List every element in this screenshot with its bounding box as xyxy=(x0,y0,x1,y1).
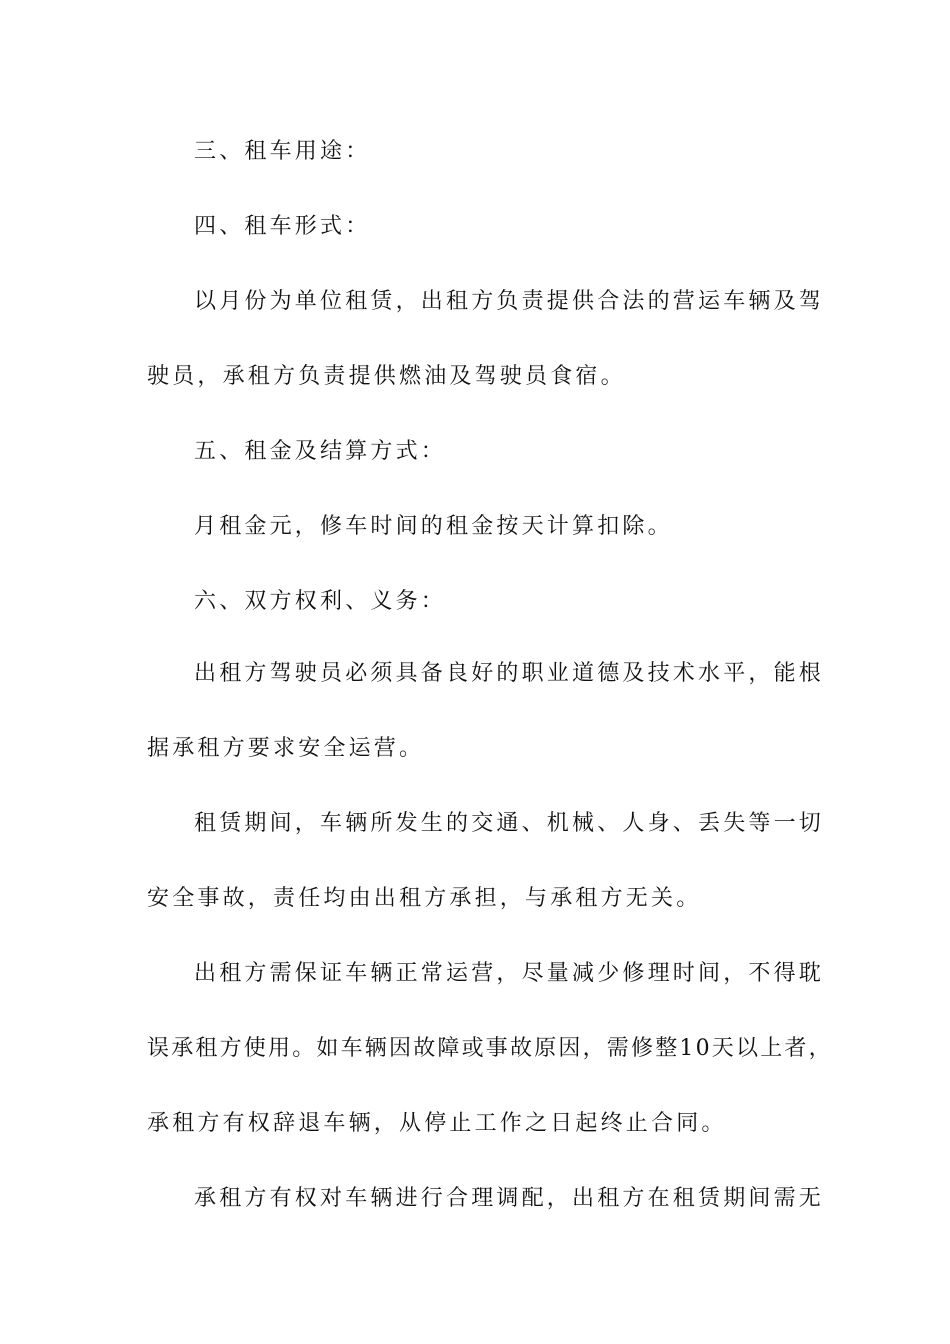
heading-rental-form: 四、租车形式： xyxy=(194,214,371,239)
paragraph-line: 月租金元，修车时间的租金按天计算扣除。 xyxy=(194,514,673,539)
paragraph-line: 安全事故，责任均由出租方承担，与承租方无关。 xyxy=(147,886,702,911)
paragraph-line: 据承租方要求安全运营。 xyxy=(147,736,425,761)
heading-rights-obligations: 六、双方权利、义务： xyxy=(194,589,447,614)
paragraph-line: 驶员，承租方负责提供燃油及驾驶员食宿。 xyxy=(147,364,626,389)
paragraph-line: 误承租方使用。如车辆因故障或事故原因，需修整10天以上者， xyxy=(147,1036,833,1061)
paragraph-line: 租赁期间，车辆所发生的交通、机械、人身、丢失等一切 xyxy=(194,811,825,836)
heading-rent-settlement: 五、租金及结算方式： xyxy=(194,439,447,464)
paragraph-line: 承租方有权对车辆进行合理调配，出租方在租赁期间需无 xyxy=(194,1186,825,1211)
paragraph-line: 以月份为单位租赁，出租方负责提供合法的营运车辆及驾 xyxy=(194,289,825,314)
paragraph-line: 出租方需保证车辆正常运营，尽量减少修理时间，不得耽 xyxy=(194,961,825,986)
paragraph-line: 承租方有权辞退车辆，从停止工作之日起终止合同。 xyxy=(147,1111,727,1136)
paragraph-line: 出租方驾驶员必须具备良好的职业道德及技术水平，能根 xyxy=(194,661,825,686)
heading-rental-purpose: 三、租车用途： xyxy=(194,139,371,164)
